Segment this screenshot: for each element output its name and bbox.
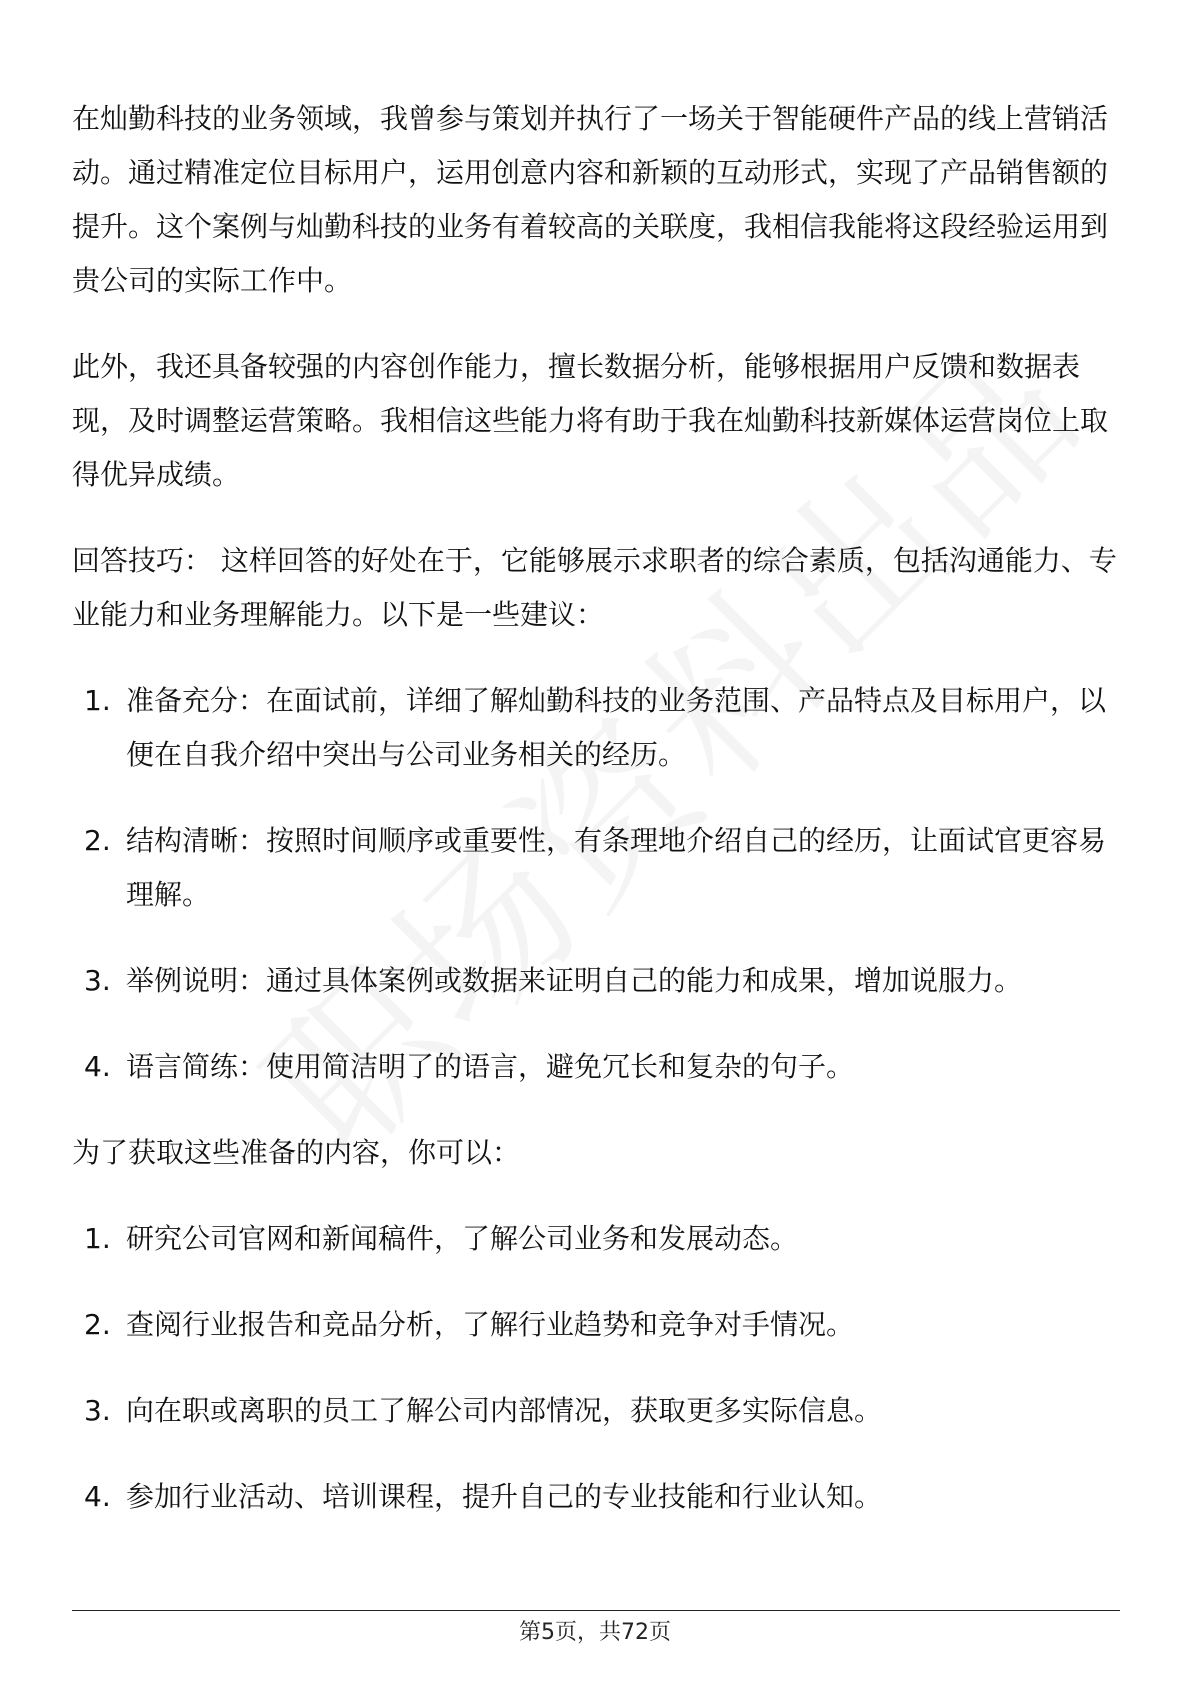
list-item [72,1212,1120,1266]
list-item [72,674,1120,782]
list-item-text: 准备充分：在面试前，详细了解灿勤科技的业务范围、产品特点及目标用户，以便在自我介绍中突出与公司业务相关的经历。 [126,684,1107,771]
list-item-text: 语言简练：使用简洁明了的语言，避免冗长和复杂的句子。 [126,1050,855,1083]
list-number: 3. [84,964,111,997]
prep-list [72,1212,1120,1524]
paragraph-prep-intro: 为了获取这些准备的内容，你可以： [72,1136,521,1169]
list-number: 3. [84,1394,111,1427]
list-item [72,1298,1120,1352]
list-number: 4. [84,1050,111,1083]
list-item [72,954,1120,1008]
list-item-text: 查阅行业报告和竞品分析，了解行业趋势和竞争对手情况。 [126,1308,855,1341]
paragraph-answer-tips: 回答技巧： 这样回答的好处在于，它能够展示求职者的综合素质，包括沟通能力、专业能力和业务理解能力。以下是一些建议： [72,544,1117,631]
list-item-text: 研究公司官网和新闻稿件，了解公司业务和发展动态。 [126,1222,799,1255]
list-number: 2. [84,1308,111,1341]
list-item-text: 向在职或离职的员工了解公司内部情况，获取更多实际信息。 [126,1394,883,1427]
list-item-text: 结构清晰：按照时间顺序或重要性，有条理地介绍自己的经历，让面试官更容易理解。 [126,824,1107,911]
paragraph-abilities: 此外，我还具备较强的内容创作能力，擅长数据分析，能够根据用户反馈和数据表现，及时调整运营策略。我相信这些能力将有助于我在灿勤科技新媒体运营岗位上取得优异成绩。 [72,350,1109,491]
paragraph-experience: 在灿勤科技的业务领域，我曾参与策划并执行了一场关于智能硬件产品的线上营销活动。通过精准定位目标用户，运用创意内容和新颖的互动形式，实现了产品销售额的提升。这个案例与灿勤科技的业务有着较高的关联度，我相信我能将这段经验运用到贵公司的实际工作中。 [72,102,1109,297]
list-item [72,1470,1120,1524]
list-item [72,814,1120,922]
page-number: 第5页，共72页 [519,1620,671,1645]
list-number: 1. [84,1222,111,1255]
list-item [72,1040,1120,1094]
document-body [72,92,1120,1556]
list-number: 2. [84,824,111,857]
list-item-text: 举例说明：通过具体案例或数据来证明自己的能力和成果，增加说服力。 [126,964,1023,997]
list-item-text: 参加行业活动、培训课程，提升自己的专业技能和行业认知。 [126,1480,883,1513]
footer-divider [72,1610,1120,1611]
list-number: 4. [84,1480,111,1513]
tips-list [72,674,1120,1094]
list-item [72,1384,1120,1438]
list-number: 1. [84,684,111,717]
